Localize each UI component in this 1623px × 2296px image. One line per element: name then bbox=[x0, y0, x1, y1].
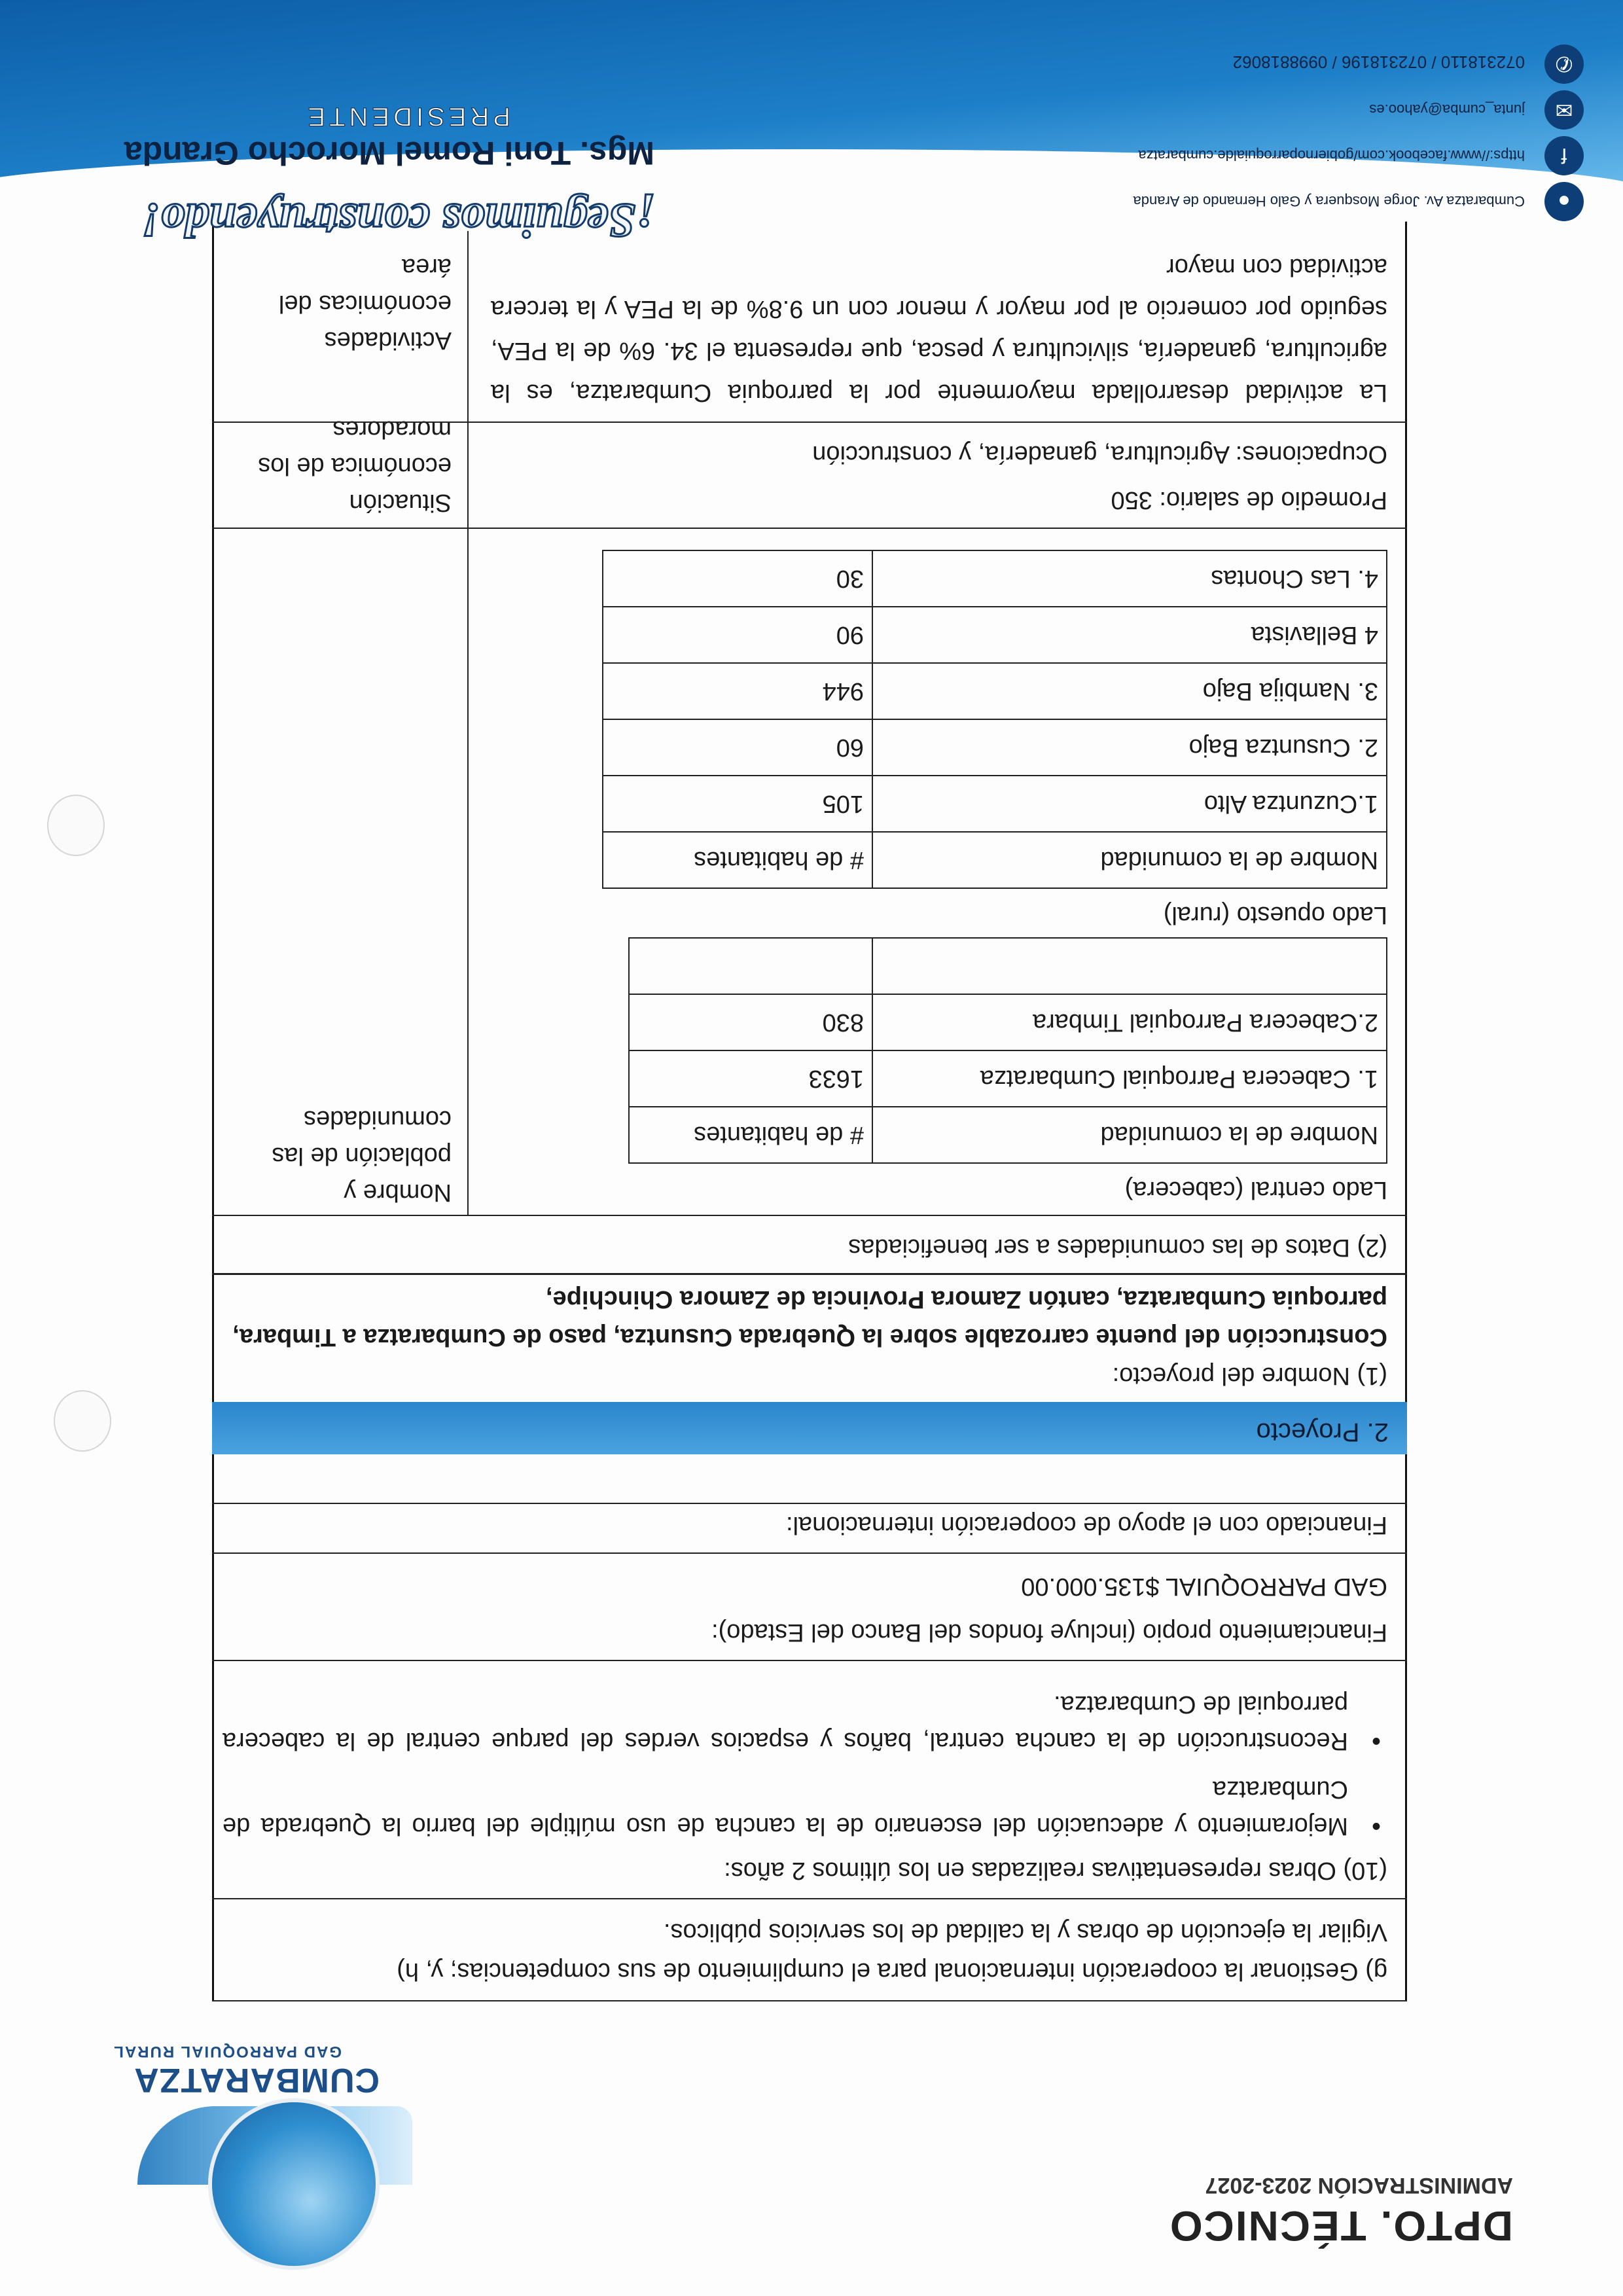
competencias-h: Vigilar la ejecución de obras y la calidad de los servicios públicos. bbox=[663, 1918, 1387, 1946]
table-row bbox=[629, 938, 1387, 994]
cell-hab: 944 bbox=[603, 663, 872, 719]
table-row bbox=[603, 663, 1387, 719]
punch-hole-bottom bbox=[47, 795, 105, 856]
facebook-icon: f bbox=[1544, 136, 1584, 175]
list-item: • Mejoramiento y adecuación del escenario de la cancha de uso múltiple del barrio la Quebrada de Cumbaratza bbox=[223, 1771, 1387, 1844]
financiamiento-internacional-label: Financiado con el apoyo de cooperación internacional: bbox=[786, 1511, 1387, 1539]
table-row bbox=[603, 607, 1387, 663]
cell-name: 3. Nambija Bajo bbox=[872, 663, 1387, 719]
cell-name: 2. Cusuntza Bajo bbox=[872, 719, 1387, 776]
comunidades-label: Nombre y población de las comunidades bbox=[272, 1105, 452, 1206]
president-name: Mgs. Toni Romel Morocho Granda bbox=[124, 135, 654, 171]
col-header-name: Nombre de la comunidad bbox=[872, 1107, 1387, 1163]
punch-hole-top bbox=[54, 1390, 111, 1452]
obras-heading: (10) Obras representativas realizadas en los últimos 2 años: bbox=[724, 1857, 1387, 1884]
cell-hab: 1633 bbox=[629, 1050, 872, 1107]
cell-name: 2.Cabecera Parroquial Timbara bbox=[872, 994, 1387, 1050]
contact-email: junta_cumba@yahoo.es bbox=[1369, 101, 1525, 118]
table-row bbox=[603, 550, 1387, 607]
financiamiento-propio-value: GAD PARROQUIAL $135.000.00 bbox=[1021, 1573, 1387, 1600]
contact-address: Cumbaratza Av. Jorge Mosquera y Galo Hernando de Aranda bbox=[1133, 193, 1525, 209]
cell-hab: 830 bbox=[629, 994, 872, 1050]
logo-subtitle: GAD PARROQUIAL RURAL bbox=[113, 2043, 342, 2060]
actividades-label: Actividades económicas del área bbox=[278, 253, 452, 354]
cell-hab: 30 bbox=[603, 550, 872, 607]
table-row bbox=[629, 994, 1387, 1050]
email-icon: ✉ bbox=[1544, 90, 1584, 130]
salario-promedio: Promedio de salario: 350 bbox=[1111, 486, 1387, 514]
lado-opuesto-label: Lado opuesto (rural) bbox=[1163, 901, 1387, 929]
administration-period: ADMINISTRACIÓN 2023-2027 bbox=[1205, 2173, 1513, 2198]
lado-central-label: Lado central (cabecera) bbox=[1124, 1176, 1387, 1204]
location-icon: ● bbox=[1544, 182, 1584, 221]
obras-list bbox=[223, 1686, 1387, 1844]
central-communities-table bbox=[628, 937, 1387, 1164]
col-header-hab: # de habitantes bbox=[629, 1107, 872, 1163]
cell-name: 4 Bellavista bbox=[872, 607, 1387, 663]
datos-comunidades-label: (2) Datos de las comunidades a ser beneficiadas bbox=[848, 1234, 1387, 1261]
cell-name: 1. Cabecera Parroquial Cumbaratza bbox=[872, 1050, 1387, 1107]
ocupaciones: Ocupaciones: Agricultura, ganadería, y construcción bbox=[812, 440, 1387, 468]
section-proyecto-title: 2. Proyecto bbox=[1256, 1418, 1389, 1446]
contact-phones: 072318110 / 072318196 / 0998818062 bbox=[1232, 52, 1525, 72]
col-header-name: Nombre de la comunidad bbox=[872, 832, 1387, 888]
cell-hab: 105 bbox=[603, 776, 872, 832]
department-title: DPTO. TÉCNICO bbox=[1168, 2202, 1513, 2250]
table-header-row bbox=[603, 832, 1387, 888]
financiamiento-propio-label: Financiamiento propio (incluye fondos del Banco del Estado): bbox=[711, 1619, 1387, 1646]
contact-facebook: https://www.facebook.com/gobiernoparroquialde.cumbaratza bbox=[1138, 147, 1525, 164]
table-header-row bbox=[629, 1107, 1387, 1163]
col-header-hab: # de habitantes bbox=[603, 832, 872, 888]
table-row bbox=[603, 776, 1387, 832]
cell-name bbox=[872, 938, 1387, 994]
cell-hab: 90 bbox=[603, 607, 872, 663]
slogan: ¡Seguimos construyendo! bbox=[141, 193, 654, 247]
parish-logo-emblem bbox=[208, 2098, 380, 2270]
list-item: • Reconstrucción de la cancha central, baños y espacios verdes del parque central de la cabecera parroquial de Cumbaratza. bbox=[223, 1686, 1387, 1759]
project-name: Construcción del puente carrozable sobre la Quebrada Cusuntza, paso de Cumbaratza a Timbara, parroquia Cumbaratza, cantón Zamora Provincia de Zamora Chinchipe, bbox=[232, 1285, 1387, 1351]
rural-communities-table bbox=[602, 550, 1387, 889]
phone-icon: ✆ bbox=[1544, 45, 1584, 84]
actividades-text: La actividad desarrollada mayormente por la parroquia Cumbaratza, es la agricultura, ganadería, silvicultura y pesca, que representa el 34. 6% de la PEA, seguido por comercio al por mayor y menor con un 9.8% de la PEA y la tercera actividad con mayor bbox=[491, 253, 1387, 406]
cell-name: 4. Las Chontas bbox=[872, 550, 1387, 607]
section-proyecto-bar bbox=[212, 1402, 1407, 1454]
table-row bbox=[603, 719, 1387, 776]
president-role: PRESIDENTE bbox=[304, 102, 510, 131]
project-name-label: (1) Nombre del proyecto: bbox=[1112, 1362, 1387, 1390]
cell-hab: 60 bbox=[603, 719, 872, 776]
cell-hab bbox=[629, 938, 872, 994]
competencias-g: g) Gestionar la cooperación internacional para el cumplimiento de sus competencias; y, h) bbox=[397, 1958, 1387, 1985]
logo-name: CUMBARATZA bbox=[134, 2061, 380, 2099]
cell-name: 1.Cuzuntza Alto bbox=[872, 776, 1387, 832]
table-row bbox=[629, 1050, 1387, 1107]
situacion-label: Situación económica de los moradores bbox=[258, 416, 452, 516]
